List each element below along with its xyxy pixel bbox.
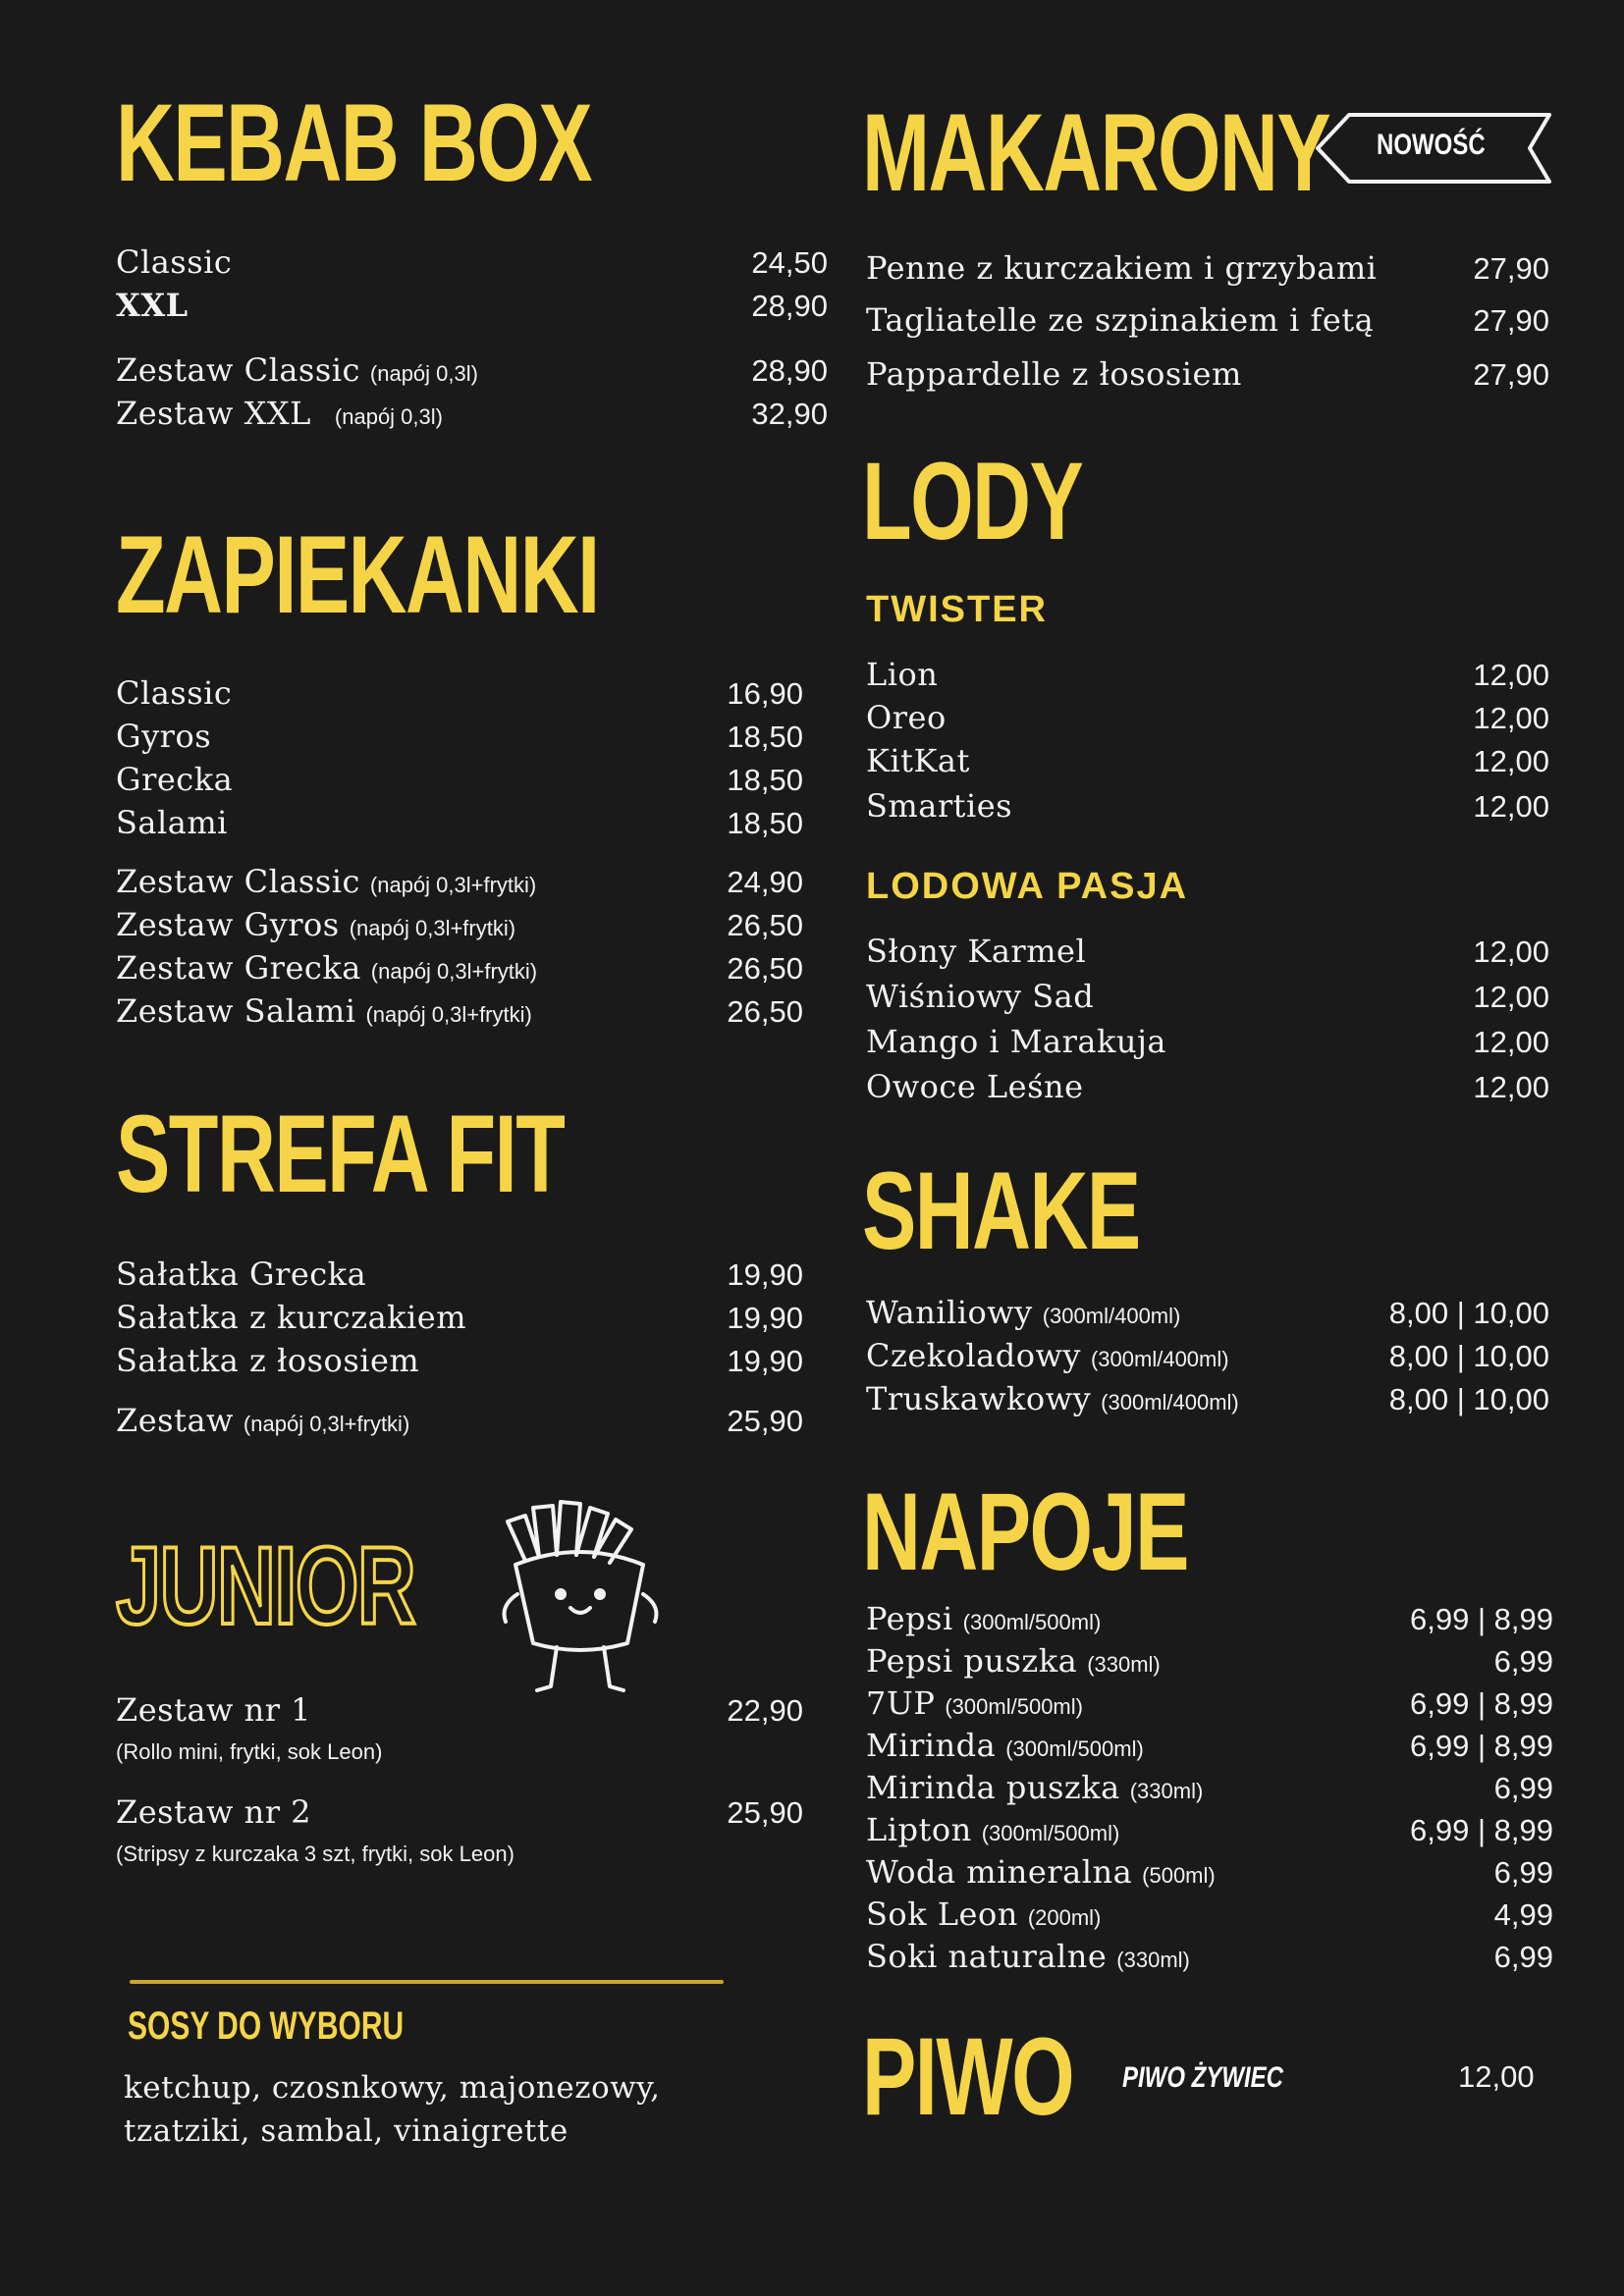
- item-price: 8,00 | 10,00: [1388, 1382, 1549, 1416]
- item-price: 25,90: [727, 1795, 803, 1830]
- menu-item: [866, 1811, 1553, 1854]
- item-name: Truskawkowy: [866, 1380, 1092, 1417]
- menu-item: [866, 933, 1549, 976]
- lody-heading: LODY: [862, 440, 1083, 562]
- item-description: (Rollo mini, frytki, sok Leon): [116, 1739, 383, 1764]
- item-name: Mirinda puszka: [866, 1769, 1120, 1806]
- item-price: 24,50: [751, 245, 828, 280]
- lodowa-pasja-subheading: LODOWA PASJA: [866, 866, 1189, 907]
- item-name: Zestaw XXL: [116, 395, 311, 432]
- item-note: (330ml): [1129, 1779, 1204, 1803]
- menu-item: [866, 1380, 1549, 1423]
- item-price: 12,00: [1473, 1025, 1549, 1059]
- item-note: (napój 0,3l+frytki): [349, 916, 516, 940]
- item-price: 12,00: [1473, 789, 1549, 824]
- menu-item: [866, 978, 1549, 1021]
- item-note: (300ml/500ml): [962, 1610, 1102, 1634]
- item-note: (napój 0,3l+frytki): [243, 1412, 410, 1436]
- item-price: 19,90: [727, 1301, 803, 1335]
- new-badge-label: NOWOŚĆ: [1377, 129, 1486, 161]
- menu-item: [116, 287, 828, 330]
- item-name: Zestaw: [116, 1402, 234, 1439]
- sauces-heading: SOSY DO WYBORU: [128, 2004, 405, 2048]
- item-price: 26,50: [727, 908, 803, 942]
- item-name: Soki naturalne: [866, 1938, 1108, 1975]
- item-name: Smarties: [866, 787, 1013, 825]
- item-note: (300ml/400ml): [1042, 1304, 1181, 1328]
- item-price: 18,50: [727, 763, 803, 797]
- item-note: (napój 0,3l+frytki): [369, 873, 537, 897]
- item-name: Pepsi: [866, 1600, 953, 1637]
- menu-item: [866, 1068, 1549, 1111]
- item-note: (500ml): [1142, 1863, 1216, 1888]
- menu-item: [866, 656, 1549, 699]
- menu-item: [116, 351, 828, 395]
- item-name: Zestaw Classic: [116, 863, 360, 900]
- item-name: Lion: [866, 656, 939, 693]
- beer-price: 12,00: [1458, 2059, 1535, 2094]
- shake-heading: SHAKE: [862, 1149, 1140, 1272]
- item-note: (200ml): [1027, 1905, 1102, 1930]
- item-note: (300ml/500ml): [981, 1821, 1120, 1845]
- napoje-heading: NAPOJE: [862, 1470, 1188, 1593]
- item-price: 28,90: [751, 289, 828, 323]
- item-price: 26,50: [727, 994, 803, 1029]
- item-name: Słony Karmel: [866, 933, 1087, 970]
- item-name: Sałatka z łososiem: [116, 1342, 420, 1379]
- item-name: Zestaw nr 1: [116, 1691, 312, 1729]
- menu-item: [116, 1793, 803, 1837]
- item-name: Zestaw Salami: [116, 992, 356, 1030]
- sauces-line: ketchup, czosnkowy, majonezowy,: [124, 2070, 661, 2106]
- item-name: Sok Leon: [866, 1896, 1018, 1933]
- item-price: 16,90: [727, 676, 803, 711]
- item-price: 27,90: [1473, 251, 1549, 286]
- junior-heading: JUNIOR: [116, 1524, 415, 1647]
- item-name: Zestaw Grecka: [116, 949, 361, 987]
- item-price: 8,00 | 10,00: [1388, 1339, 1549, 1373]
- item-price: 6,99 | 8,99: [1410, 1813, 1553, 1847]
- makarony-heading: MAKARONY: [862, 91, 1330, 214]
- menu-item: [116, 992, 803, 1036]
- beer-name: PIWO ŻYWIEC: [1122, 2061, 1283, 2094]
- new-badge: [1316, 111, 1553, 186]
- menu-item: [116, 1342, 803, 1385]
- item-price: 12,00: [1473, 980, 1549, 1014]
- fries-mascot-icon: [496, 1500, 665, 1706]
- item-name: Classic: [116, 243, 233, 281]
- menu-item: [116, 863, 803, 906]
- item-name: Lipton: [866, 1811, 972, 1848]
- item-name: Gyros: [116, 718, 212, 755]
- item-name: Mango i Marakuja: [866, 1023, 1166, 1060]
- item-name: Czekoladowy: [866, 1337, 1081, 1374]
- menu-item: [866, 1938, 1553, 1981]
- item-price: 12,00: [1473, 658, 1549, 692]
- item-price: 6,99: [1493, 1644, 1553, 1679]
- menu-item: [116, 906, 803, 949]
- item-note: (napój 0,3l): [334, 404, 443, 429]
- kebab-box-heading: KEBAB BOX: [116, 81, 592, 204]
- item-name: 7UP: [866, 1684, 936, 1722]
- item-name: Grecka: [116, 761, 234, 798]
- item-price: 6,99 | 8,99: [1410, 1729, 1553, 1763]
- item-note: (napój 0,3l+frytki): [370, 959, 538, 984]
- menu-item: [866, 1337, 1549, 1380]
- menu-item: [866, 249, 1549, 293]
- menu-item: [866, 1023, 1549, 1066]
- item-price: 12,00: [1473, 934, 1549, 969]
- item-name: Salami: [116, 804, 228, 841]
- item-name: Wiśniowy Sad: [866, 978, 1095, 1015]
- item-price: 18,50: [727, 806, 803, 840]
- item-price: 24,90: [727, 865, 803, 899]
- menu-item: [866, 1727, 1553, 1770]
- menu-item: [866, 301, 1549, 345]
- item-note: (300ml/500ml): [1005, 1736, 1144, 1761]
- item-name: Tagliatelle ze szpinakiem i fetą: [866, 301, 1375, 339]
- item-price: 22,90: [727, 1693, 803, 1728]
- item-description: (Stripsy z kurczaka 3 szt, frytki, sok Leon): [116, 1842, 514, 1866]
- item-price: 27,90: [1473, 357, 1549, 392]
- item-name: Sałatka Grecka: [116, 1255, 367, 1293]
- item-price: 28,90: [751, 353, 828, 388]
- item-price: 4,99: [1493, 1897, 1553, 1932]
- menu-item: [866, 699, 1549, 742]
- item-name: Penne z kurczakiem i grzybami: [866, 249, 1378, 287]
- item-name: Waniliowy: [866, 1294, 1033, 1331]
- menu-item: [116, 674, 803, 718]
- item-name: Zestaw nr 2: [116, 1793, 312, 1831]
- menu-item: [866, 1600, 1553, 1643]
- twister-subheading: TWISTER: [866, 589, 1048, 630]
- menu-item: [116, 395, 828, 438]
- sauces-line: tzatziki, sambal, vinaigrette: [124, 2113, 568, 2149]
- item-name: Classic: [116, 674, 233, 712]
- item-price: 6,99: [1493, 1855, 1553, 1890]
- item-price: 12,00: [1473, 701, 1549, 735]
- menu-item: [116, 1299, 803, 1342]
- item-note: (napój 0,3l): [369, 361, 478, 386]
- item-price: 32,90: [751, 397, 828, 431]
- menu-item: [866, 1294, 1549, 1337]
- menu-item: [116, 949, 803, 992]
- item-price: 19,90: [727, 1257, 803, 1292]
- item-name: Woda mineralna: [866, 1853, 1133, 1891]
- item-name: Owoce Leśne: [866, 1068, 1084, 1105]
- menu-item: [866, 1853, 1553, 1896]
- menu-item: [866, 1642, 1553, 1685]
- item-note: (300ml/500ml): [945, 1694, 1083, 1719]
- item-price: 27,90: [1473, 303, 1549, 338]
- item-name: Zestaw Classic: [116, 351, 360, 389]
- zapiekanki-heading: ZAPIEKANKI: [116, 513, 599, 636]
- strefa-fit-heading: STREFA FIT: [116, 1093, 565, 1215]
- item-price: 8,00 | 10,00: [1388, 1296, 1549, 1330]
- item-price: 12,00: [1473, 1070, 1549, 1104]
- item-name: KitKat: [866, 742, 970, 779]
- menu-item: [866, 1769, 1553, 1812]
- menu-item: [116, 1255, 803, 1299]
- menu-item: [116, 1402, 803, 1445]
- sauces-list: [124, 2066, 762, 2153]
- item-note: (330ml): [1087, 1652, 1161, 1677]
- item-price: 18,50: [727, 720, 803, 754]
- divider-line: [130, 1980, 724, 1984]
- item-note: (330ml): [1116, 1948, 1190, 1972]
- item-name: Pappardelle z łososiem: [866, 355, 1242, 393]
- item-note: (300ml/400ml): [1101, 1390, 1239, 1415]
- item-note: (napój 0,3l+frytki): [365, 1002, 532, 1027]
- menu-item: [866, 787, 1549, 830]
- piwo-heading: PIWO: [862, 2015, 1074, 2138]
- item-price: 19,90: [727, 1344, 803, 1378]
- item-price: 26,50: [727, 951, 803, 986]
- item-name: Pepsi puszka: [866, 1642, 1078, 1680]
- item-price: 6,99 | 8,99: [1410, 1686, 1553, 1721]
- item-name: XXL: [116, 287, 189, 324]
- menu-item: [116, 804, 803, 847]
- item-price: 25,90: [727, 1404, 803, 1438]
- item-note: (300ml/400ml): [1090, 1347, 1229, 1371]
- item-price: 6,99: [1493, 1940, 1553, 1974]
- item-price: 6,99: [1493, 1771, 1553, 1805]
- menu-item: [116, 761, 803, 804]
- menu-item: [116, 718, 803, 761]
- item-name: Sałatka z kurczakiem: [116, 1299, 467, 1336]
- menu-item: [866, 1684, 1553, 1728]
- item-name: Mirinda: [866, 1727, 997, 1764]
- item-price: 6,99 | 8,99: [1410, 1602, 1553, 1636]
- item-name: Oreo: [866, 699, 947, 736]
- menu-item: [116, 1691, 803, 1735]
- item-name: Zestaw Gyros: [116, 906, 340, 943]
- menu-item: [116, 243, 828, 287]
- menu-item: [866, 355, 1549, 399]
- menu-item: [866, 1896, 1553, 1939]
- item-price: 12,00: [1473, 744, 1549, 778]
- menu-item: [866, 742, 1549, 785]
